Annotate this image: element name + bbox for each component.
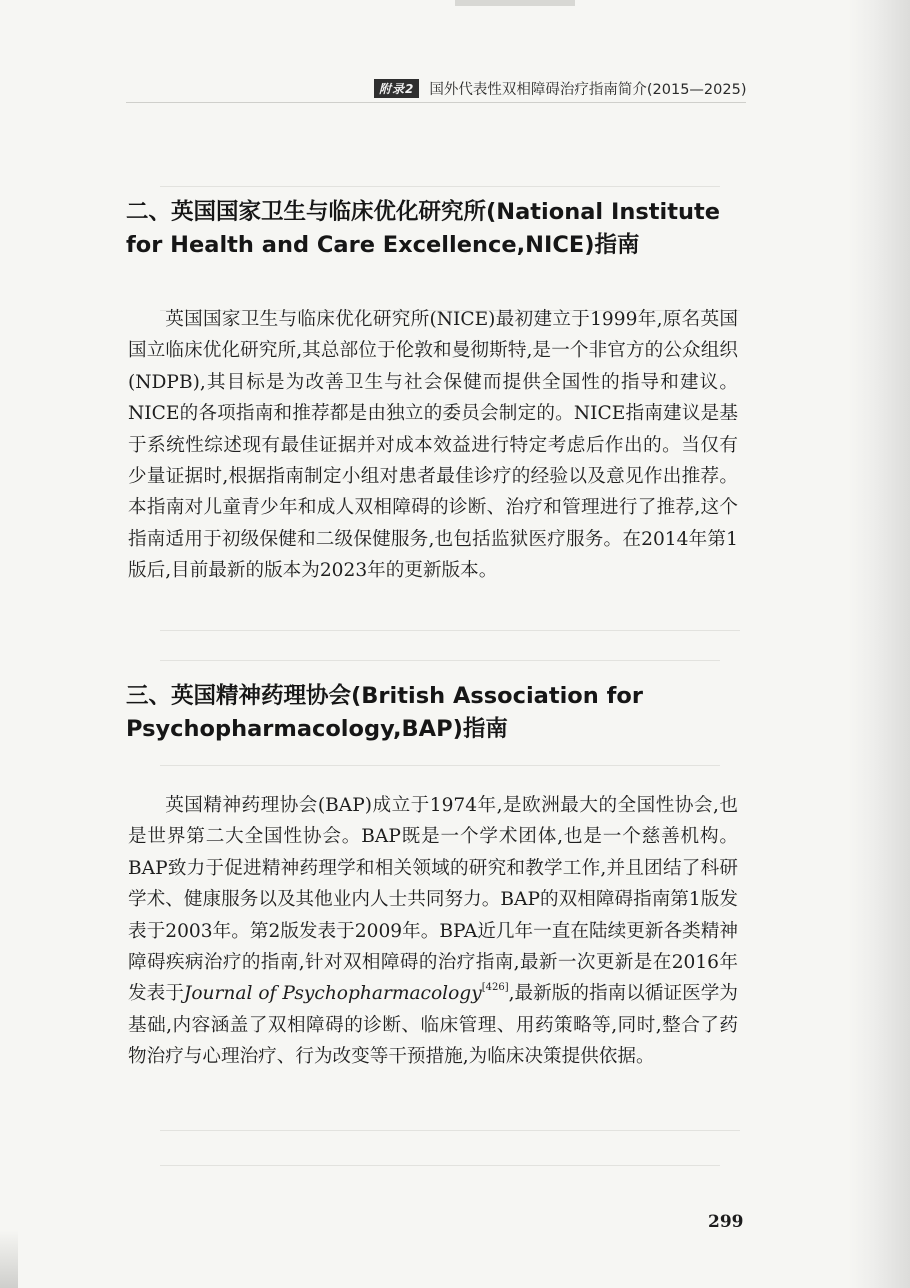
bleed-through-line bbox=[160, 1165, 720, 1166]
page-edge-shadow bbox=[848, 0, 910, 1288]
paragraph-text: 英国精神药理协会(BAP)成立于1974年,是欧洲最大的全国性协会,也是世界第二大全国性协会。BAP既是一个学术团体,也是一个慈善机构。BAP致力于促进精神药理学和相关领域的研究和教学工作,并且团结了科研学术、健康服务以及其他业内人士共同努力。BAP的双相障碍指南第1版发表于2003年。第2版发表于2009年。BPA近几年一直在陆续更新各类精神障碍疾病治疗的指南,针对双相障碍的治疗指南,最新一次更新是在2016年发表于 bbox=[128, 795, 738, 1005]
running-header bbox=[374, 78, 746, 99]
section-heading-bap: 三、英国精神药理协会(British Association for Psychopharmacology,BAP)指南 bbox=[126, 683, 643, 742]
page-top-shadow bbox=[455, 0, 575, 6]
bleed-through-line bbox=[160, 1130, 740, 1131]
section-paragraph-bap bbox=[128, 790, 738, 1073]
journal-title: Journal of Psychopharmacology bbox=[183, 983, 482, 1005]
bleed-through-line bbox=[160, 630, 740, 631]
page-corner-shadow bbox=[0, 1230, 18, 1288]
running-header-title: 国外代表性双相障碍治疗指南简介(2015—2025) bbox=[429, 82, 747, 98]
paragraph-text: ,最新版的指南以循证医学为基础,内容涵盖了双相障碍的诊断、临床管理、用药策略等,同时,整合了药物治疗与心理治疗、行为改变等干预措施,为临床决策提供依据。 bbox=[128, 983, 738, 1068]
citation-reference: [426] bbox=[481, 982, 509, 994]
section-paragraph-nice: 英国国家卫生与临床优化研究所(NICE)最初建立于1999年,原名英国国立临床优化研究所,其总部位于伦敦和曼彻斯特,是一个非官方的公众组织(NDPB),其目标是为改善卫生与社会保健而提供全国性的指导和建议。NICE的各项指南和推荐都是由独立的委员会制定的。NICE指南建议是基于系统性综述现有最佳证据并对成本效益进行特定考虑后作出的。当仅有少量证据时,根据指南制定小组对患者最佳诊疗的经验以及意见作出推荐。本指南对儿童青少年和成人双相障碍的诊断、治疗和管理进行了推荐,这个指南适用于初级保健和二级保健服务,也包括监狱医疗服务。在2014年第1版后,目前最新的版本为2023年的更新版本。 bbox=[128, 309, 738, 582]
page-number: 299 bbox=[708, 1212, 744, 1232]
header-divider bbox=[126, 102, 746, 103]
section-heading-nice: 二、英国国家卫生与临床优化研究所(National Institute for Health and Care Excellence,NICE)指南 bbox=[126, 199, 721, 258]
appendix-label: 附录2 bbox=[374, 79, 419, 98]
bleed-through-line bbox=[160, 186, 720, 187]
bleed-through-line bbox=[160, 660, 720, 661]
bleed-through-line bbox=[160, 765, 720, 766]
